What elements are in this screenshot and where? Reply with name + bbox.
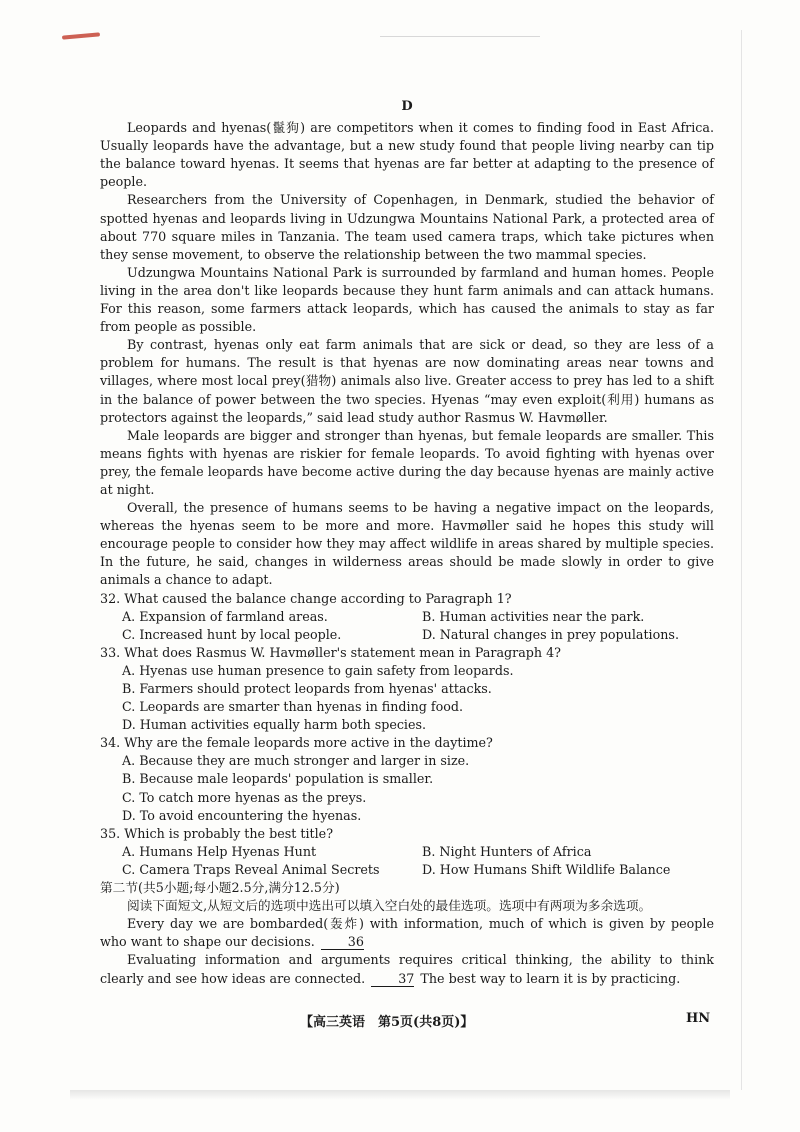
question-34	[100, 734, 714, 824]
options-grid	[122, 608, 714, 644]
passage-content	[100, 98, 714, 988]
passage-paragraph: Udzungwa Mountains National Park is surrounded by farmland and human homes. People living in the area don't like leopards because they hunt farm animals and can attack humans. For this reason, some farmers attack leopards, which has caused the animals to stay as far from people as possible.	[100, 264, 714, 335]
cloze-text-tail: The best way to learn it is by practicing.	[420, 970, 681, 986]
question-35	[100, 825, 714, 879]
option-d: D. How Humans Shift Wildlife Balance	[422, 861, 671, 877]
answer-blank-36: 36	[321, 935, 364, 950]
footer-page-info: 【高三英语 第5页(共8页)】	[300, 1015, 474, 1030]
cloze-text: Evaluating information and arguments requires critical thinking, the ability to think clearly and see how ideas are connected.	[100, 952, 714, 986]
question-33	[100, 644, 714, 734]
option-a: A. Humans Help Hyenas Hunt	[122, 843, 317, 859]
page-edge	[741, 30, 742, 1090]
cloze-paragraph	[100, 915, 714, 951]
scan-shadow	[70, 1090, 730, 1100]
option-c: C. To catch more hyenas as the preys.	[122, 789, 367, 805]
option-c: C. Leopards are smarter than hyenas in finding food.	[122, 699, 464, 715]
option-a: A. Because they are much stronger and larger in size.	[122, 753, 470, 769]
option-a: A. Hyenas use human presence to gain safety from leopards.	[122, 662, 514, 678]
cloze-paragraph	[100, 951, 714, 987]
footer-region-code: HN	[686, 1011, 711, 1026]
section-letter: D	[401, 99, 413, 114]
passage-paragraph: Researchers from the University of Copenhagen, in Denmark, studied the behavior of spotted hyenas and leopards living in Udzungwa Mountains National Park, a protected area of about 770 square miles in Tanzania. The team used camera traps, which take pictures when they sense movement, to observe the relationship between the two mammal species.	[100, 192, 714, 262]
option-d: D. Natural changes in prey populations.	[422, 626, 679, 642]
question-stem: 32. What caused the balance change according to Paragraph 1?	[100, 590, 512, 606]
options-grid	[122, 843, 714, 879]
option-b: B. Farmers should protect leopards from hyenas' attacks.	[122, 681, 492, 696]
section2-instruction: 阅读下面短文,从短文后的选项中选出可以填入空白处的最佳选项。选项中有两项为多余选项。	[127, 898, 652, 914]
option-a: A. Expansion of farmland areas.	[122, 608, 328, 624]
scan-line	[380, 36, 540, 37]
question-stem: 33. What does Rasmus W. Havmøller's statement mean in Paragraph 4?	[100, 644, 561, 660]
question-stem: 35. Which is probably the best title?	[100, 825, 333, 841]
passage-paragraph: By contrast, hyenas only eat farm animals that are sick or dead, so they are less of a problem for humans. The result is that hyenas are now dominating areas near towns and villages, where most local prey(猎物) animals also live. Greater access to prey has led to a shift in the balance of power between the two species. Hyenas “may even exploit(利用) humans as protectors against the leopards,” said lead study author Rasmus W. Havmøller.	[100, 337, 714, 425]
passage-paragraph: Male leopards are bigger and stronger than hyenas, but female leopards are smaller. This means fights with hyenas are riskier for female leopards. To avoid fighting with hyenas over prey, the female leopards have become active during the day because hyenas are mainly active at night.	[100, 427, 714, 497]
cloze-text: Every day we are bombarded(轰炸) with information, much of which is given by people who want to shape our decisions.	[100, 916, 714, 950]
red-pen-mark	[62, 32, 100, 39]
option-b: B. Human activities near the park.	[422, 608, 645, 624]
option-c: C. Increased hunt by local people.	[122, 626, 342, 642]
option-b: B. Because male leopards' population is smaller.	[122, 771, 434, 787]
option-b: B. Night Hunters of Africa	[422, 843, 592, 859]
page-footer	[0, 1011, 800, 1031]
question-stem: 34. Why are the female leopards more active in the daytime?	[100, 735, 493, 751]
passage-paragraph: Leopards and hyenas(鬣狗) are competitors when it comes to finding food in East Africa. Usually leopards have the advantage, but a new study found that people living nearby can tip the balance toward hyenas. It seems that hyenas are far better at adapting to the presence of people.	[100, 120, 714, 190]
option-d: D. To avoid encountering the hyenas.	[122, 807, 362, 823]
section2-heading: 第二节(共5小题;每小题2.5分,满分12.5分)	[100, 880, 340, 896]
option-d: D. Human activities equally harm both species.	[122, 717, 427, 733]
answer-blank-37: 37	[371, 972, 414, 987]
option-c: C. Camera Traps Reveal Animal Secrets	[122, 861, 380, 877]
passage-paragraph: Overall, the presence of humans seems to be having a negative impact on the leopards, whereas the hyenas seem to be more and more. Havmøller said he hopes this study will encourage people to consider how they may affect wildlife in areas shared by multiple species. In the future, he said, changes in wilderness areas should be made slowly in order to give animals a chance to adapt.	[100, 500, 714, 588]
question-32	[100, 590, 714, 644]
